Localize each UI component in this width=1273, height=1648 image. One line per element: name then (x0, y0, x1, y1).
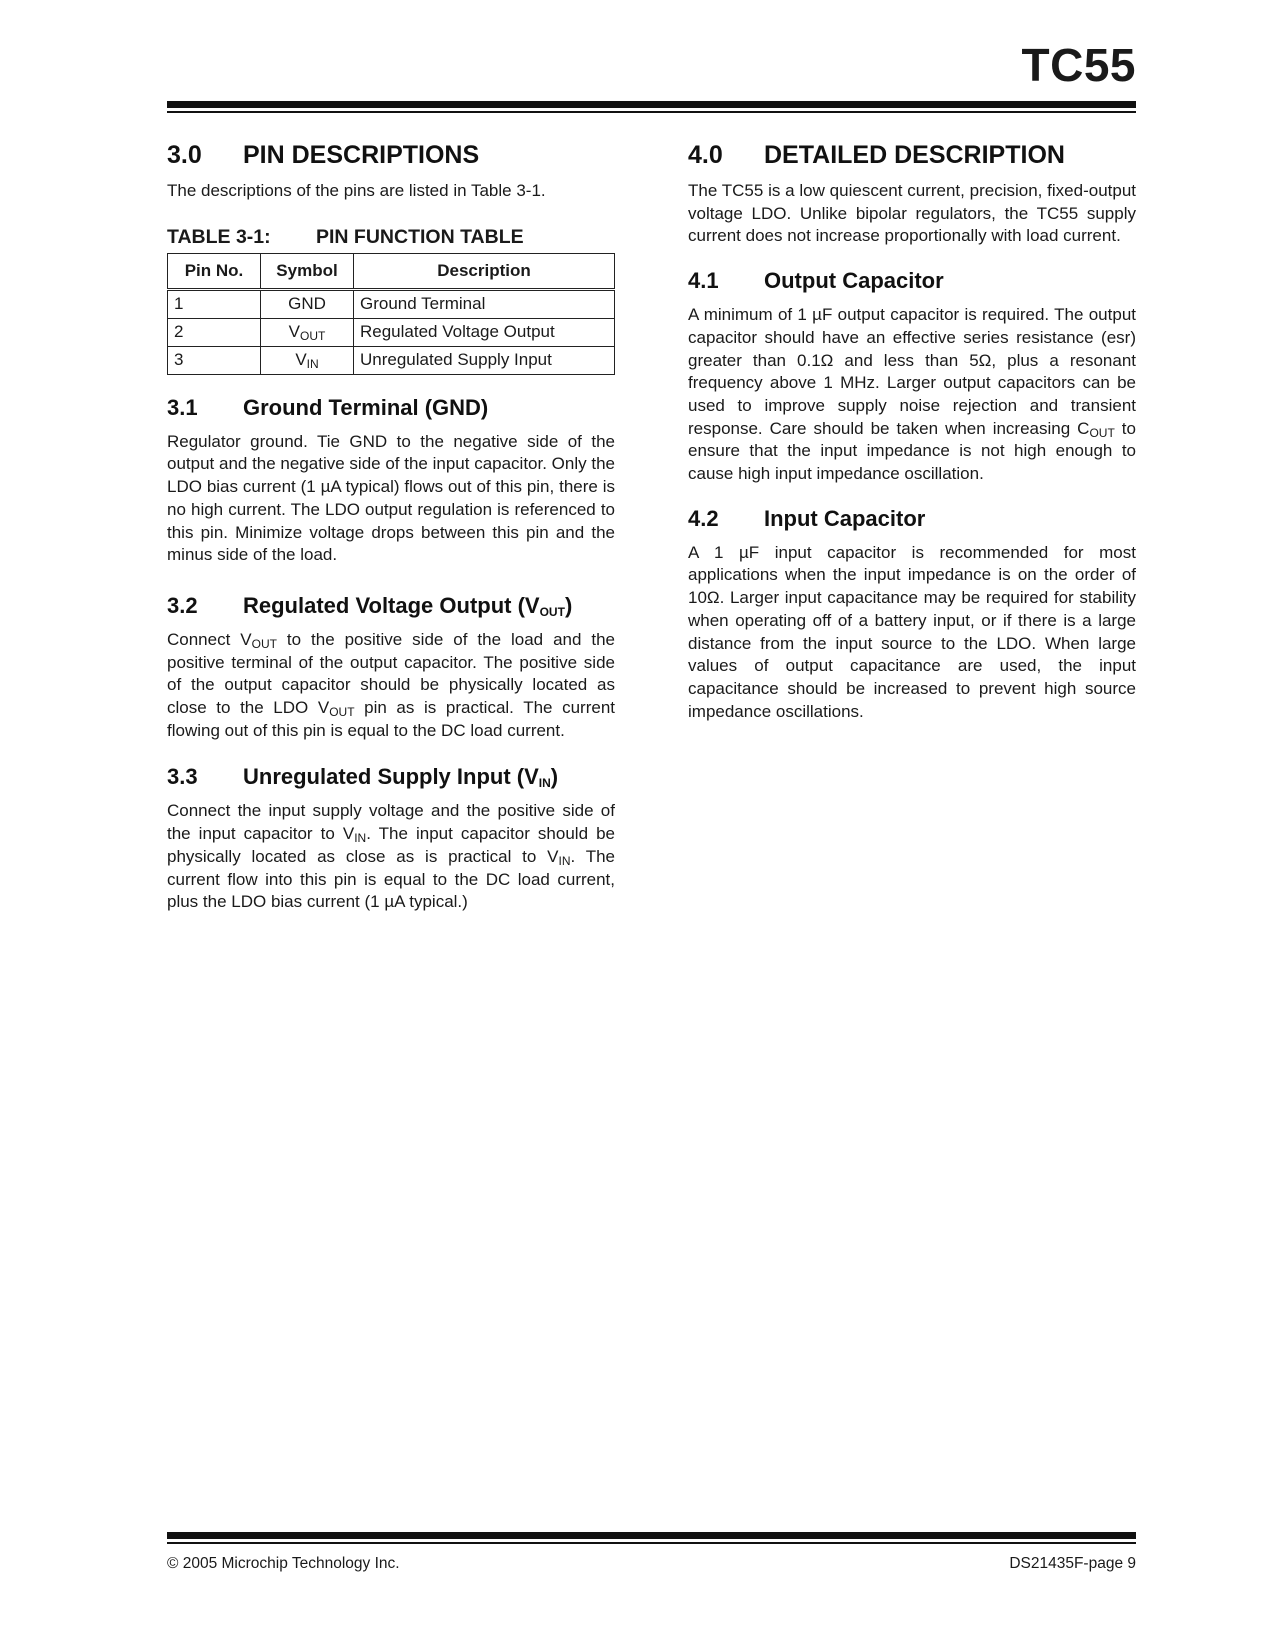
table-row (168, 289, 615, 318)
section-number: 4.0 (688, 141, 723, 169)
section-3-0-intro: The descriptions of the pins are listed in Table 3-1. (167, 181, 546, 200)
table-cell-description: Unregulated Supply Input (354, 346, 615, 374)
section-title: Ground Terminal (GND) (243, 394, 489, 420)
left-column (167, 138, 615, 914)
section-3-1-body: Regulator ground. Tie GND to the negative side of the output and the negative side of the input capacitor. Only the LDO bias current (1 µA typical) flows out of this pin, there is no high current. The LDO output regulation is referenced to this pin. Minimize voltage drops between this pin and the minus side of the load. (167, 431, 615, 565)
section-3-3-heading (167, 762, 615, 792)
section-4-2-body: A 1 µF input capacitor is recommended for most applications when the input impedance is on the order of 10Ω. Larger input capacitance may be required for stability when operating off of a battery input, or if there is a large distance from the input source to the LDO. When large values of output capacitance are used, the input capacitance should be increased to prevent high source impedance oscillations. (688, 542, 1136, 721)
table-row (168, 318, 615, 346)
table-cell-description: Regulated Voltage Output (354, 318, 615, 346)
section-3-1-heading (167, 393, 615, 423)
body-text: pin as is practical. The current flowing out of this pin is equal to the DC load current. (167, 698, 615, 740)
body-text: Connect the input supply voltage and the positive side of the input capacitor to V (167, 801, 615, 844)
body-text: to the positive side of the load and the positive terminal of the output capacitor. The positive side of the output capacitor should be physically located as close to the LDO V (167, 629, 615, 718)
body-subscript: IN (354, 831, 367, 846)
section-4-0-heading (688, 138, 1136, 172)
symbol-text: V (295, 350, 307, 370)
body-subscript: OUT (251, 636, 277, 651)
body-text: A minimum of 1 µF output capacitor is required. The output capacitor should have an effective series resistance (esr) greater than 0.1Ω and less than 5Ω, plus a resonant frequency above 1 MHz. Larger output capacitors can be used to improve supply noise rejection and transient response. Care should be taken when increasing C (688, 305, 1136, 438)
section-number: 4.2 (688, 505, 719, 531)
section-title: DETAILED DESCRIPTION (764, 141, 1065, 169)
section-number: 3.2 (167, 592, 198, 618)
table-caption (167, 225, 615, 249)
section-4-2-heading (688, 504, 1136, 534)
table-cell-symbol (261, 289, 354, 318)
section-title: Input Capacitor (764, 505, 926, 531)
right-column (688, 138, 1136, 723)
footer-rule-thin (167, 1542, 1136, 1544)
table-header-description: Description (354, 253, 615, 289)
section-4-0-body: The TC55 is a low quiescent current, precision, fixed-output voltage LDO. Unlike bipolar regulators, the TC55 supply current does not increase proportionally with load current. (688, 181, 1136, 246)
body-text: . The current flow into this pin is equal to the DC load current, plus the LDO bias current (1 µA typical.) (167, 846, 615, 912)
table-header-row (168, 253, 615, 289)
header-rule (167, 101, 1136, 108)
section-4-1-body (688, 304, 1136, 486)
table-cell-pin: 2 (168, 318, 261, 346)
pin-function-table (167, 253, 615, 375)
section-title: Regulated Voltage Output (V (243, 592, 540, 618)
section-title: PIN DESCRIPTIONS (243, 141, 480, 169)
body-subscript: IN (558, 853, 571, 868)
body-text: . The input capacitor should be physically located as close as is practical to V (167, 824, 615, 866)
table-row (168, 346, 615, 374)
section-title: Unregulated Supply Input (V (243, 764, 539, 790)
footer-copyright: © 2005 Microchip Technology Inc. (167, 1555, 400, 1572)
symbol-text: GND (288, 294, 326, 314)
section-number: 3.1 (167, 394, 198, 420)
section-title-suffix: ) (550, 764, 559, 790)
section-title: Output Capacitor (764, 268, 944, 294)
page-title: TC55 (1021, 39, 1136, 91)
symbol-text: V (288, 322, 300, 342)
body-text: Connect V (167, 629, 252, 649)
table-cell-symbol (261, 318, 354, 346)
section-number: 3.3 (167, 764, 198, 790)
symbol-subscript: OUT (300, 329, 326, 344)
table-cell-description: Ground Terminal (354, 289, 615, 318)
table-caption-number: TABLE 3-1: (167, 225, 271, 248)
header-rule-thin (167, 111, 1136, 113)
table-cell-pin: 1 (168, 289, 261, 318)
body-subscript: OUT (1089, 425, 1115, 440)
section-3-2-heading (167, 591, 615, 621)
section-3-0-heading (167, 138, 615, 172)
section-number: 3.0 (167, 141, 202, 169)
table-caption-title: PIN FUNCTION TABLE (316, 225, 524, 248)
section-3-2-body (167, 629, 615, 743)
symbol-subscript: IN (306, 357, 319, 372)
table-header-symbol: Symbol (261, 253, 354, 289)
section-title-subscript: IN (538, 776, 551, 791)
section-3-3-body (167, 800, 615, 914)
section-4-1-heading (688, 266, 1136, 296)
footer-page-number: DS21435F-page 9 (1009, 1555, 1136, 1572)
body-text: to ensure that the input impedance is not high enough to cause high input impedance oscillation. (688, 418, 1136, 484)
table-cell-pin: 3 (168, 346, 261, 374)
body-subscript: OUT (329, 705, 355, 720)
table-header-pin: Pin No. (168, 253, 261, 289)
section-number: 4.1 (688, 268, 719, 294)
section-title-subscript: OUT (539, 604, 565, 619)
footer-rule (167, 1532, 1136, 1539)
section-title-suffix: ) (564, 592, 573, 618)
table-cell-symbol (261, 346, 354, 374)
